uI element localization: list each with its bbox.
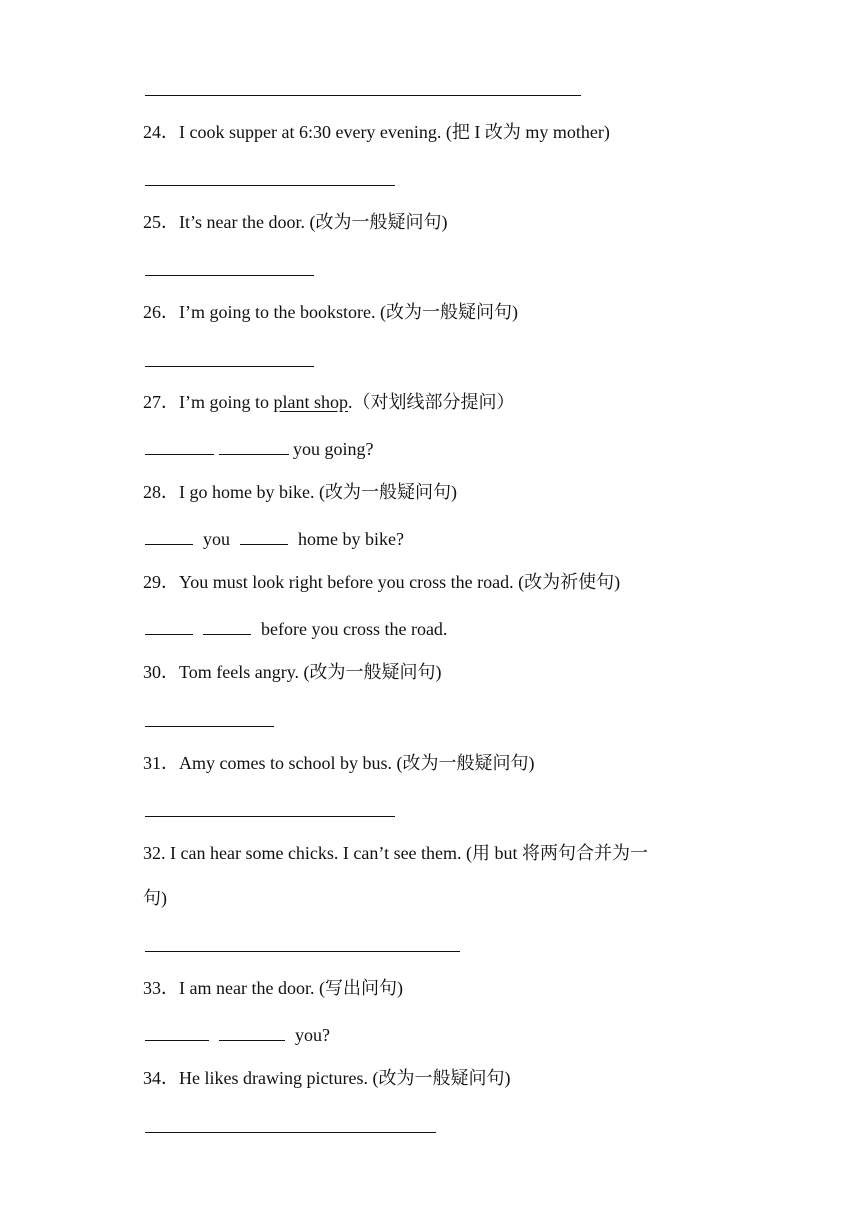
answer-row-33 xyxy=(145,1023,330,1046)
answer-line-31[interactable] xyxy=(145,816,395,817)
blank-29-2[interactable] xyxy=(203,617,251,635)
blank-28-1[interactable] xyxy=(145,527,193,545)
blank-29-1[interactable] xyxy=(145,617,193,635)
question-34: 34．He likes drawing pictures. (改为一般疑问句) xyxy=(143,1068,511,1088)
question-27-suffix: .（对划线部分提问） xyxy=(348,392,515,412)
answer-line-26[interactable] xyxy=(145,366,314,367)
question-27-prefix: 27．I’m going to xyxy=(143,392,274,412)
question-26: 26．I’m going to the bookstore. (改为一般疑问句) xyxy=(143,302,518,322)
answer-33-tail: you? xyxy=(295,1025,330,1045)
question-30: 30．Tom feels angry. (改为一般疑问句) xyxy=(143,662,442,682)
answer-row-28 xyxy=(145,527,404,550)
question-25: 25．It’s near the door. (改为一般疑问句) xyxy=(143,212,448,232)
question-32-line2: 句) xyxy=(143,888,167,908)
answer-28-mid: you xyxy=(203,529,230,549)
answer-28-tail: home by bike? xyxy=(298,529,404,549)
answer-27-tail: you going? xyxy=(293,439,374,459)
blank-33-2[interactable] xyxy=(219,1023,285,1041)
answer-row-29 xyxy=(145,617,447,640)
answer-row-27 xyxy=(145,437,374,460)
underlined-phrase: plant shop xyxy=(273,392,348,412)
answer-line-30[interactable] xyxy=(145,726,274,727)
answer-line-32[interactable] xyxy=(145,951,460,952)
blank-28-2[interactable] xyxy=(240,527,288,545)
question-31: 31．Amy comes to school by bus. (改为一般疑问句) xyxy=(143,753,535,773)
answer-line-23[interactable] xyxy=(145,95,581,96)
question-32-line1: 32. I can hear some chicks. I can’t see them. (用 but 将两句合并为一 xyxy=(143,843,649,863)
answer-line-24[interactable] xyxy=(145,185,395,186)
blank-27-2[interactable] xyxy=(219,437,289,455)
blank-27-1[interactable] xyxy=(145,437,214,455)
answer-line-34[interactable] xyxy=(145,1132,436,1133)
question-24: 24．I cook supper at 6:30 every evening. (把 I 改为 my mother) xyxy=(143,122,610,142)
blank-33-1[interactable] xyxy=(145,1023,209,1041)
question-33: 33．I am near the door. (写出问句) xyxy=(143,978,403,998)
answer-line-25[interactable] xyxy=(145,275,314,276)
question-27 xyxy=(143,391,515,413)
question-28: 28．I go home by bike. (改为一般疑问句) xyxy=(143,482,457,502)
question-29: 29．You must look right before you cross the road. (改为祈使句) xyxy=(143,572,621,592)
answer-29-tail: before you cross the road. xyxy=(261,619,448,639)
